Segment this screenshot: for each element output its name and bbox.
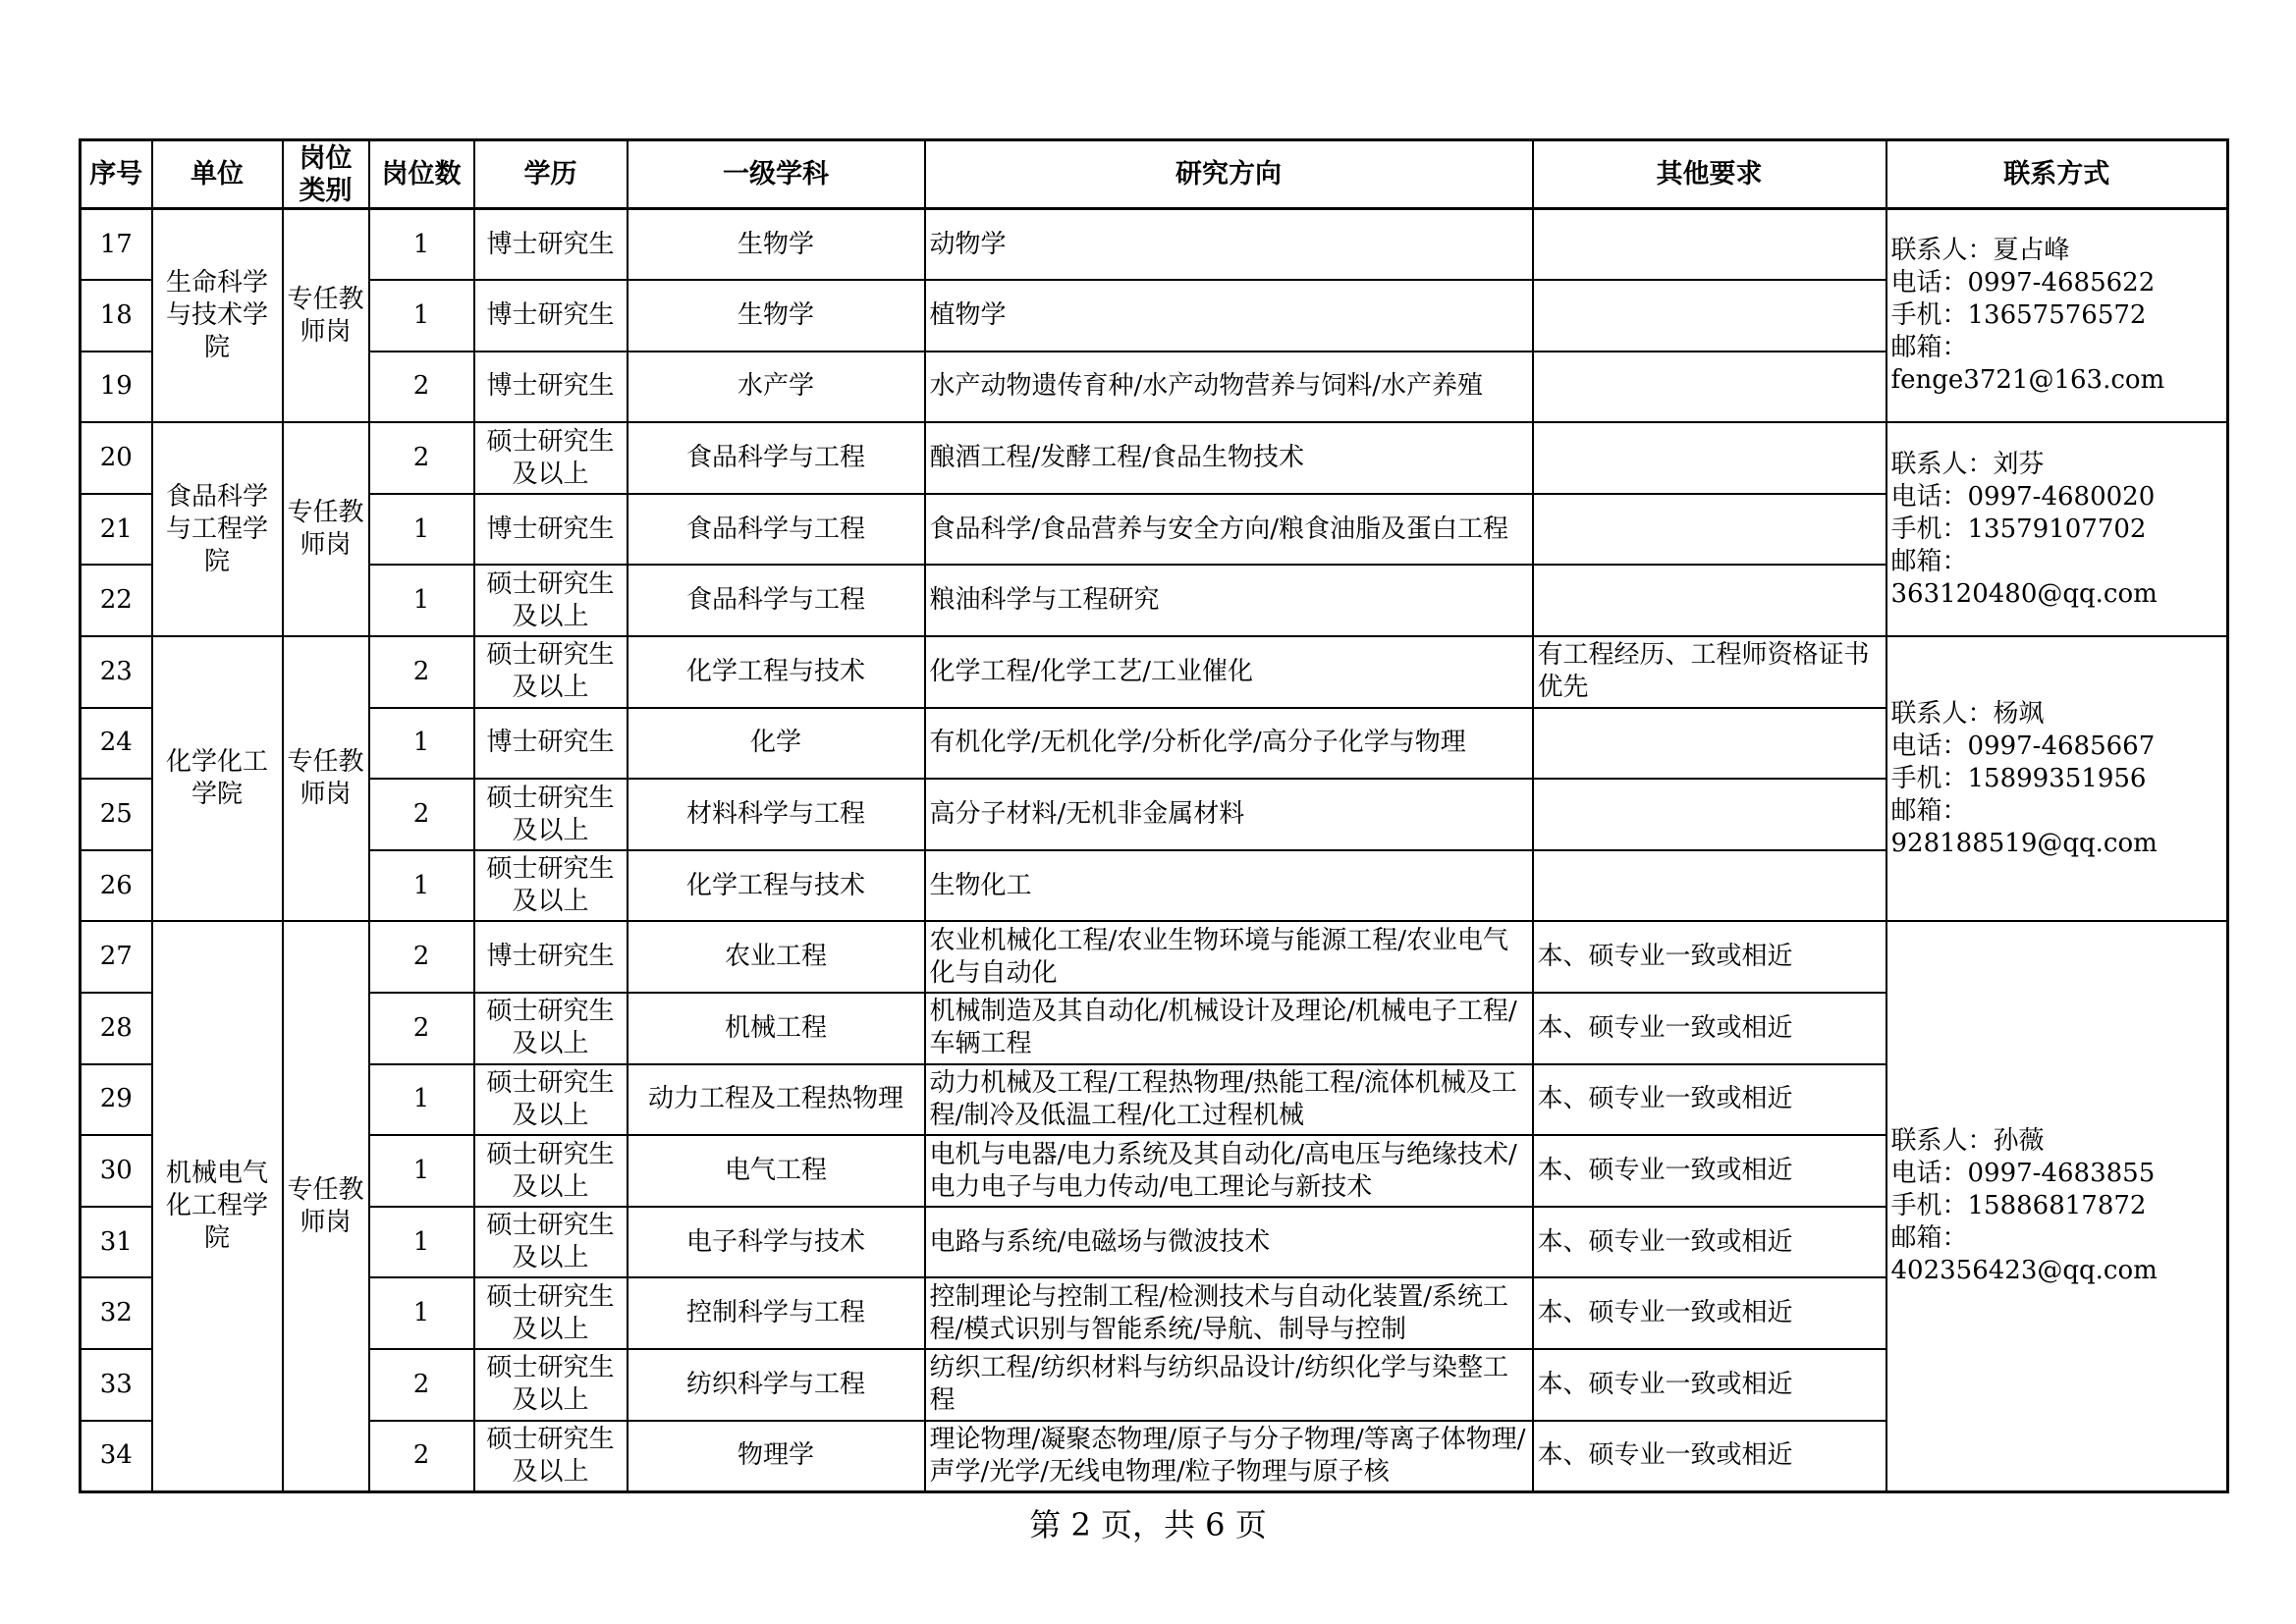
cell-seq: 25	[81, 779, 152, 850]
cell-direction: 理论物理/凝聚态物理/原子与分子物理/等离子体物理/声学/光学/无线电物理/粒子物理与原子核	[925, 1421, 1533, 1492]
cell-other	[1533, 352, 1886, 423]
cell-direction: 生物化工	[925, 850, 1533, 922]
cell-seq: 17	[81, 209, 152, 281]
cell-other: 本、硕专业一致或相近	[1533, 1207, 1886, 1278]
cell-education: 硕士研究生及以上	[474, 636, 628, 708]
cell-education: 硕士研究生及以上	[474, 1064, 628, 1136]
cell-seq: 23	[81, 636, 152, 708]
cell-discipline: 生物学	[628, 209, 925, 281]
table-row	[81, 209, 2228, 281]
cell-direction: 化学工程/化学工艺/工业催化	[925, 636, 1533, 708]
cell-discipline: 水产学	[628, 352, 925, 423]
cell-other: 有工程经历、工程师资格证书优先	[1533, 636, 1886, 708]
cell-count: 2	[369, 993, 474, 1064]
cell-other: 本、硕专业一致或相近	[1533, 993, 1886, 1064]
cell-discipline: 化学工程与技术	[628, 636, 925, 708]
cell-seq: 28	[81, 993, 152, 1064]
cell-education: 博士研究生	[474, 209, 628, 281]
cell-count: 1	[369, 708, 474, 780]
cell-count: 2	[369, 1349, 474, 1421]
cell-discipline: 物理学	[628, 1421, 925, 1492]
header-seq: 序号	[81, 140, 152, 209]
cell-seq: 19	[81, 352, 152, 423]
cell-discipline: 食品科学与工程	[628, 565, 925, 636]
cell-unit: 生命科学与技术学院	[152, 209, 283, 423]
header-direction: 研究方向	[925, 140, 1533, 209]
cell-discipline: 生物学	[628, 280, 925, 352]
cell-other	[1533, 779, 1886, 850]
cell-count: 2	[369, 636, 474, 708]
cell-other: 本、硕专业一致或相近	[1533, 1135, 1886, 1207]
header-other: 其他要求	[1533, 140, 1886, 209]
cell-education: 博士研究生	[474, 921, 628, 993]
cell-direction: 动物学	[925, 209, 1533, 281]
cell-other: 本、硕专业一致或相近	[1533, 921, 1886, 993]
cell-direction: 电路与系统/电磁场与微波技术	[925, 1207, 1533, 1278]
cell-discipline: 化学	[628, 708, 925, 780]
cell-direction: 机械制造及其自动化/机械设计及理论/机械电子工程/车辆工程	[925, 993, 1533, 1064]
cell-count: 1	[369, 1277, 474, 1349]
cell-education: 硕士研究生及以上	[474, 779, 628, 850]
cell-direction: 纺织工程/纺织材料与纺织品设计/纺织化学与染整工程	[925, 1349, 1533, 1421]
cell-seq: 24	[81, 708, 152, 780]
cell-seq: 30	[81, 1135, 152, 1207]
cell-unit: 化学化工学院	[152, 636, 283, 921]
cell-count: 2	[369, 921, 474, 993]
cell-count: 1	[369, 209, 474, 281]
cell-education: 硕士研究生及以上	[474, 1207, 628, 1278]
cell-education: 博士研究生	[474, 352, 628, 423]
header-count: 岗位数	[369, 140, 474, 209]
page-footer: 第 2 页，共 6 页	[1029, 1506, 1267, 1543]
cell-seq: 29	[81, 1064, 152, 1136]
cell-discipline: 农业工程	[628, 921, 925, 993]
cell-category: 专任教师岗	[283, 921, 369, 1491]
cell-education: 硕士研究生及以上	[474, 422, 628, 494]
cell-count: 2	[369, 1421, 474, 1492]
table-body	[81, 209, 2228, 1492]
cell-education: 硕士研究生及以上	[474, 993, 628, 1064]
cell-other	[1533, 565, 1886, 636]
cell-direction: 电机与电器/电力系统及其自动化/高电压与绝缘技术/电力电子与电力传动/电工理论与新技术	[925, 1135, 1533, 1207]
cell-direction: 控制理论与控制工程/检测技术与自动化装置/系统工程/模式识别与智能系统/导航、制导与控制	[925, 1277, 1533, 1349]
cell-count: 2	[369, 352, 474, 423]
cell-count: 2	[369, 422, 474, 494]
cell-seq: 18	[81, 280, 152, 352]
cell-other: 本、硕专业一致或相近	[1533, 1421, 1886, 1492]
cell-count: 1	[369, 850, 474, 922]
cell-other	[1533, 708, 1886, 780]
cell-count: 1	[369, 1207, 474, 1278]
cell-discipline: 电气工程	[628, 1135, 925, 1207]
table-row	[81, 422, 2228, 494]
cell-education: 博士研究生	[474, 494, 628, 566]
cell-count: 1	[369, 1064, 474, 1136]
cell-seq: 34	[81, 1421, 152, 1492]
cell-count: 2	[369, 779, 474, 850]
cell-discipline: 材料科学与工程	[628, 779, 925, 850]
cell-count: 1	[369, 494, 474, 566]
cell-discipline: 食品科学与工程	[628, 494, 925, 566]
cell-seq: 32	[81, 1277, 152, 1349]
header-category: 岗位类别	[283, 140, 369, 209]
cell-unit: 食品科学与工程学院	[152, 422, 283, 636]
header-unit: 单位	[152, 140, 283, 209]
cell-direction: 高分子材料/无机非金属材料	[925, 779, 1533, 850]
cell-education: 硕士研究生及以上	[474, 1135, 628, 1207]
cell-contact: 联系人：杨飒 电话：0997-4685667 手机：15899351956 邮箱：928188519@qq.com	[1886, 636, 2228, 921]
cell-direction: 有机化学/无机化学/分析化学/高分子化学与物理	[925, 708, 1533, 780]
cell-category: 专任教师岗	[283, 636, 369, 921]
cell-direction: 农业机械化工程/农业生物环境与能源工程/农业电气化与自动化	[925, 921, 1533, 993]
cell-discipline: 化学工程与技术	[628, 850, 925, 922]
header-discipline: 一级学科	[628, 140, 925, 209]
cell-seq: 20	[81, 422, 152, 494]
cell-other	[1533, 850, 1886, 922]
table-row	[81, 921, 2228, 993]
cell-discipline: 纺织科学与工程	[628, 1349, 925, 1421]
cell-seq: 21	[81, 494, 152, 566]
cell-seq: 26	[81, 850, 152, 922]
recruitment-table	[79, 138, 2229, 1493]
cell-direction: 食品科学/食品营养与安全方向/粮食油脂及蛋白工程	[925, 494, 1533, 566]
cell-direction: 粮油科学与工程研究	[925, 565, 1533, 636]
cell-seq: 22	[81, 565, 152, 636]
cell-contact: 联系人：夏占峰 电话：0997-4685622 手机：13657576572 邮箱：fenge3721@163.com	[1886, 209, 2228, 423]
cell-education: 硕士研究生及以上	[474, 850, 628, 922]
cell-other	[1533, 209, 1886, 281]
cell-seq: 31	[81, 1207, 152, 1278]
cell-discipline: 机械工程	[628, 993, 925, 1064]
cell-direction: 酿酒工程/发酵工程/食品生物技术	[925, 422, 1533, 494]
cell-other	[1533, 280, 1886, 352]
cell-contact: 联系人：孙薇 电话：0997-4683855 手机：15886817872 邮箱：402356423@qq.com	[1886, 921, 2228, 1491]
cell-category: 专任教师岗	[283, 422, 369, 636]
cell-discipline: 控制科学与工程	[628, 1277, 925, 1349]
cell-direction: 动力机械及工程/工程热物理/热能工程/流体机械及工程/制冷及低温工程/化工过程机械	[925, 1064, 1533, 1136]
cell-other: 本、硕专业一致或相近	[1533, 1064, 1886, 1136]
cell-category: 专任教师岗	[283, 209, 369, 423]
cell-education: 博士研究生	[474, 708, 628, 780]
cell-direction: 植物学	[925, 280, 1533, 352]
cell-education: 硕士研究生及以上	[474, 1421, 628, 1492]
cell-contact: 联系人：刘芬 电话：0997-4680020 手机：13579107702 邮箱：363120480@qq.com	[1886, 422, 2228, 636]
cell-other	[1533, 494, 1886, 566]
cell-education: 硕士研究生及以上	[474, 1349, 628, 1421]
cell-discipline: 电子科学与技术	[628, 1207, 925, 1278]
cell-direction: 水产动物遗传育种/水产动物营养与饲料/水产养殖	[925, 352, 1533, 423]
cell-count: 1	[369, 565, 474, 636]
table-row	[81, 636, 2228, 708]
cell-seq: 27	[81, 921, 152, 993]
header-education: 学历	[474, 140, 628, 209]
cell-seq: 33	[81, 1349, 152, 1421]
cell-discipline: 食品科学与工程	[628, 422, 925, 494]
cell-education: 硕士研究生及以上	[474, 1277, 628, 1349]
cell-education: 博士研究生	[474, 280, 628, 352]
cell-unit: 机械电气化工程学院	[152, 921, 283, 1491]
cell-other: 本、硕专业一致或相近	[1533, 1277, 1886, 1349]
cell-other	[1533, 422, 1886, 494]
cell-discipline: 动力工程及工程热物理	[628, 1064, 925, 1136]
cell-other: 本、硕专业一致或相近	[1533, 1349, 1886, 1421]
cell-count: 1	[369, 1135, 474, 1207]
cell-education: 硕士研究生及以上	[474, 565, 628, 636]
cell-count: 1	[369, 280, 474, 352]
header-row	[81, 140, 2228, 209]
header-contact: 联系方式	[1886, 140, 2228, 209]
